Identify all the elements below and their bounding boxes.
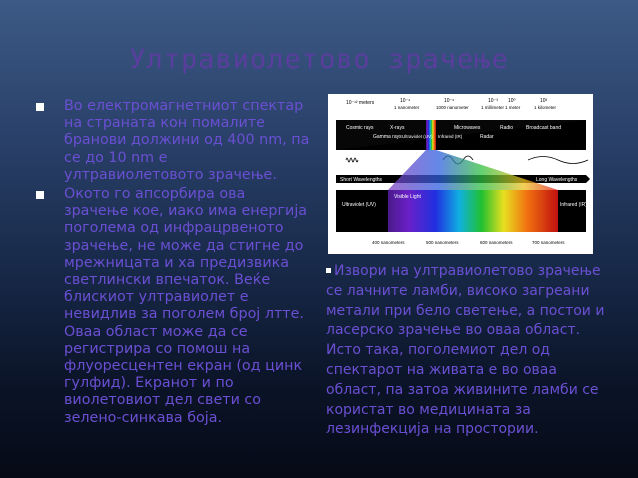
band-label: Gamma rays (373, 134, 402, 140)
em-spectrum-svg (328, 94, 593, 254)
nm-tick: 400 nanometers (372, 240, 405, 245)
scale-label: 1 kilometer (534, 105, 557, 110)
bullet-square-icon (326, 268, 331, 273)
scale-label: 1 nanometer (394, 105, 420, 110)
bullet-text: Окото го апсорбира ова зрачење кое, иако има енергија поголема од инфрацрвеното зрачење, не може да стигне до мрежницата и ха предизвика светлински впечаток. Веќе блискиот ултравиолет е невидлив за поголем број лтте. Оваа област може да се регистрира со помош на флуоресцентен екран (од цинк гулфид). Екранот и по виолетовиот дел свети со зелено-синкава боја. (64, 186, 308, 426)
scale-label: 10⁻¹² meters (346, 100, 375, 106)
nm-tick: 700 nanometers (532, 240, 565, 245)
right-text-block (326, 262, 606, 440)
scale-label: 10³ (540, 98, 548, 104)
band-label: Microwaves (454, 125, 481, 131)
visible-light-label: Visible Light (394, 194, 421, 200)
ir-label: Infrared (IR) (560, 202, 587, 208)
scale-label: 10⁰ (508, 98, 516, 104)
scale-label: 1 millimeter (481, 105, 505, 110)
slide-title: Ултравиолетово зрачење (129, 44, 509, 75)
band-label: Broadcast band (526, 125, 562, 131)
em-spectrum-diagram (328, 94, 593, 254)
nm-tick: 500 nanometers (426, 240, 459, 245)
long-wavelength-label: Long Wavelengths (536, 177, 578, 183)
band-label: Radio (500, 125, 514, 131)
right-paragraph: Извори на ултравиолетово зрачење се лачните ламби, високо загреани метали при бело светење, а постои и ласерско зрачење во оваа област. Исто така, поголемиот дел од спектарот на живата е во оваа област, па затоа живините ламби се користат во медицината за лезинфекција на простории. (326, 263, 605, 438)
scale-label: 10⁻³ (488, 98, 498, 104)
band-label: Radar (480, 134, 494, 140)
scale-label: 1 meter (505, 105, 521, 110)
bullet-square-icon (36, 103, 44, 111)
scale-label: 1000 nanometer (436, 105, 469, 110)
short-wavelength-label: Short Wavelengths (340, 177, 383, 183)
nm-tick: 600 nanometers (480, 240, 513, 245)
bullet-square-icon (36, 191, 44, 199)
bullet-text: Во електромагнетниот спектар на страната кон помалите бранови должини од 400 nm, па се до 10 nm е ултравиолетовото зрачење. (64, 98, 310, 183)
bullet-list (36, 98, 310, 429)
uv-label: Ultraviolet (UV) (342, 202, 376, 208)
bullet-item (36, 98, 310, 184)
bullet-item (36, 186, 310, 427)
scale-label: 10⁻⁹ (400, 98, 411, 104)
band-label: Infrared (IR) (438, 134, 463, 139)
scale-label: 10⁻⁶ (444, 98, 455, 104)
band-label: X-rays (390, 125, 405, 131)
band-label: Cosmic rays (346, 125, 374, 131)
band-label: Ultraviolet (UV) (402, 134, 433, 139)
